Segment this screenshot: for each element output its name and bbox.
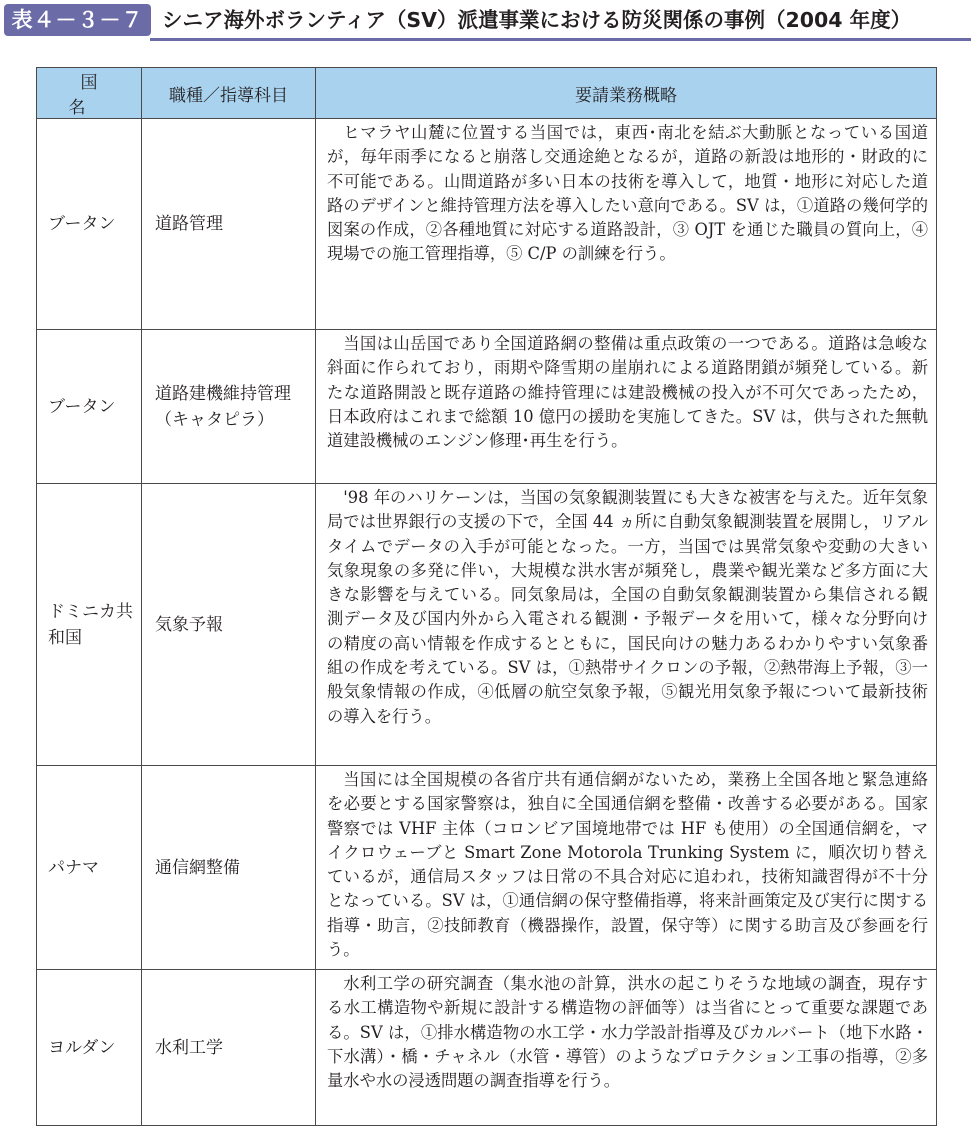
job-cell: 道路建機維持管理（キャタピラ） (142, 330, 316, 484)
table-number-badge: 表４－３－７ (4, 4, 151, 36)
country-cell: ブータン (37, 330, 142, 484)
table-row (37, 330, 937, 484)
summary-cell: 当国には全国規模の各省庁共有通信網がないため，業務上全国各地と緊急連絡を必要とする国家警察は，独自に全国通信網を整備・改善する必要がある。国家警察では VHF 主体（コロンビア国境地帯では HF も使用）の全国通信網を，マイクロウェーブと Smart Zone Motorola Trunking System に，順次切り替えているが，通信局スタッフは日常の不具合対応に追われ，技術知識習得が不十分となっている。SV は，①通信網の保守整備指導，将来計画策定及び実行に関する指導・助言，②技師教育（機器操作，設置，保守等）に関する助言及び参画を行う。 (316, 766, 937, 970)
table-row (37, 970, 937, 1126)
dispatch-cases-table (36, 67, 937, 1126)
table-row (37, 484, 937, 766)
country-cell: ドミニカ共和国 (37, 484, 142, 766)
country-cell: ブータン (37, 119, 142, 330)
summary-cell: 水利工学の研究調査（集水池の計算，洪水の起こりそうな地域の調査，現存する水工構造物や新規に設計する構造物の評価等）は当省にとって重要な課題である。SV は，①排水構造物の水工学・水力学設計指導及びカルバート（地下水路・下水溝）・橋・チャネル（水管・導管）のようなプロテクション工事の指導，②多量水や水の浸透問題の調査指導を行う。 (316, 970, 937, 1126)
summary-cell: 当国は山岳国であり全国道路網の整備は重点政策の一つである。道路は急峻な斜面に作られており，雨期や降雪期の崖崩れによる道路閉鎖が頻発している。新たな道路開設と既存道路の維持管理には建設機械の投入が不可欠であったため，日本政府はこれまで総額 10 億円の援助を実施してきた。SV は，供与された無軌道建設機械のエンジン修理･再生を行う。 (316, 330, 937, 484)
summary-cell: '98 年のハリケーンは，当国の気象観測装置にも大きな被害を与えた。近年気象局では世界銀行の支援の下で，全国 44 ヵ所に自動気象観測装置を展開し，リアルタイムでデータの入手が可能となった。一方，当国では異常気象や変動の大きい気象現象の多発に伴い，大規模な洪水害が頻発し，農業や観光業など多方面に大きな影響を与えている。同気象局は，全国の自動気象観測装置から集信される観測データ及び国内外から入電される観測・予報データを用いて，様々な分野向けの精度の高い情報を作成するとともに，国民向けの魅力あるわかりやすい気象番組の作成を考えている。SV は，①熱帯サイクロンの予報，②熱帯海上予報，③一般気象情報の作成，④低層の航空気象予報，⑤観光用気象予報について最新技術の導入を行う。 (316, 484, 937, 766)
header-summary: 要請業務概略 (316, 68, 937, 119)
table-header-row (37, 68, 937, 119)
header-country: 国名 (37, 68, 142, 119)
country-cell: パナマ (37, 766, 142, 970)
title-bar (0, 0, 971, 40)
job-cell: 道路管理 (142, 119, 316, 330)
table-row (37, 766, 937, 970)
job-cell: 水利工学 (142, 970, 316, 1126)
header-job: 職種／指導科目 (142, 68, 316, 119)
country-cell: ヨルダン (37, 970, 142, 1126)
summary-cell: ヒマラヤ山麓に位置する当国では，東西･南北を結ぶ大動脈となっている国道が，毎年雨季になると崩落し交通途絶となるが，道路の新設は地形的・財政的に不可能である。山間道路が多い日本の技術を導入して，地質・地形に対応した道路のデザインと維持管理方法を導入したい意向である。SV は，①道路の幾何学的図案の作成，②各種地質に対応する道路設計，③ OJT を通じた職員の質向上，④現場での施工管理指導，⑤ C/P の訓練を行う。 (316, 119, 937, 330)
job-cell: 通信網整備 (142, 766, 316, 970)
table-title: シニア海外ボランティア（SV）派遣事業における防災関係の事例（2004 年度） (162, 8, 912, 32)
job-cell: 気象予報 (142, 484, 316, 766)
table-row (37, 119, 937, 330)
title-underline (150, 38, 971, 41)
